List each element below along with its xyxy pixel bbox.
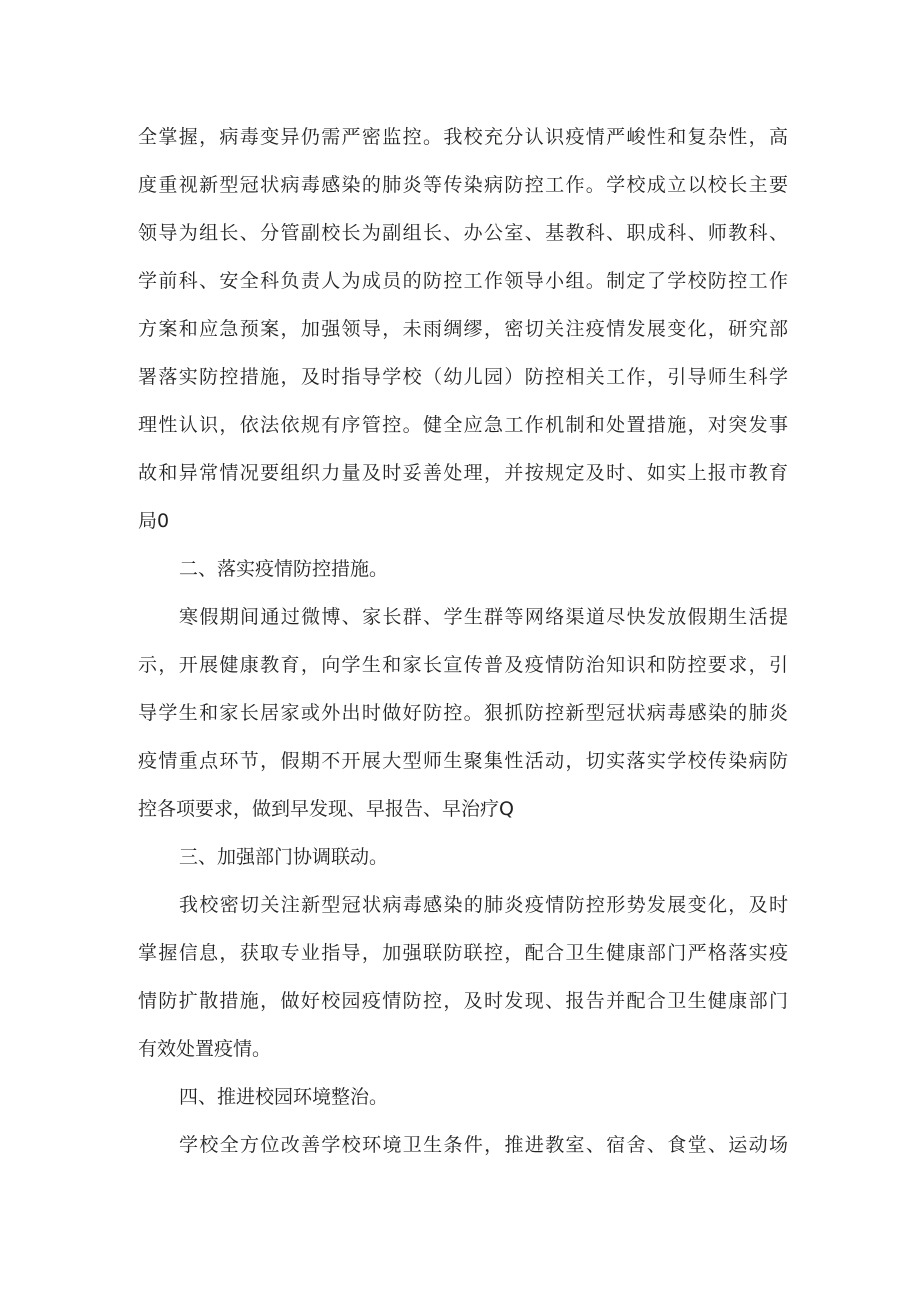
text-line: 局0	[138, 510, 170, 532]
text-line: 掌握信息，获取专业指导，加强联防联控，配合卫生健康部门严格落实疫	[138, 942, 788, 964]
section-heading	[138, 1073, 788, 1121]
text-line: 有效处置疫情。	[138, 1038, 272, 1060]
text-line: 学校全方位改善学校环境卫生条件，推进教室、宿舍、食堂、运动场	[179, 1134, 788, 1156]
text-line: 疫情重点环节，假期不开展大型师生聚集性活动，切实落实学校传染病防	[138, 750, 788, 772]
text-line: 全掌握，病毒变异仍需严密监控。我校充分认识疫情严峻性和复杂性，高	[138, 126, 788, 148]
section-heading	[138, 833, 788, 881]
text-line: 方案和应急预案，加强领导，未雨绸缪，密切关注疫情发展变化，研究部	[138, 318, 788, 340]
text-line: 控各项要求，做到早发现、早报告、早治疗Q	[138, 798, 514, 820]
heading-line: 三、加强部门协调联动。	[179, 846, 389, 868]
paragraph	[138, 881, 788, 1073]
text-line: 示，开展健康教育，向学生和家长宣传普及疫情防治知识和防控要求，引	[138, 654, 788, 676]
paragraph	[138, 593, 788, 833]
text-line: 署落实防控措施，及时指导学校（幼儿园）防控相关工作，引导师生科学	[138, 366, 788, 388]
text-line: 故和异常情况要组织力量及时妥善处理，并按规定及时、如实上报市教育	[138, 462, 788, 484]
paragraph	[138, 1121, 788, 1169]
text-line: 学前科、安全科负责人为成员的防控工作领导小组。制定了学校防控工作	[138, 270, 788, 292]
paragraph	[138, 113, 788, 545]
text-line: 导学生和家长居家或外出时做好防控。狠抓防控新型冠状病毒感染的肺炎	[138, 702, 788, 724]
text-line: 领导为组长、分管副校长为副组长、办公室、基教科、职成科、师教科、	[138, 222, 788, 244]
heading-line: 四、推进校园环境整治。	[179, 1086, 389, 1108]
document-body	[138, 113, 788, 1169]
text-line: 情防扩散措施，做好校园疫情防控，及时发现、报告并配合卫生健康部门	[138, 990, 788, 1012]
text-line: 寒假期间通过微博、家长群、学生群等网络渠道尽快发放假期生活提	[179, 606, 788, 628]
heading-line: 二、落实疫情防控措施。	[179, 558, 389, 580]
section-heading	[138, 545, 788, 593]
text-line: 理性认识，依法依规有序管控。健全应急工作机制和处置措施，对突发事	[138, 414, 788, 436]
text-line: 我校密切关注新型冠状病毒感染的肺炎疫情防控形势发展变化，及时	[179, 894, 788, 916]
text-line: 度重视新型冠状病毒感染的肺炎等传染病防控工作。学校成立以校长主要	[138, 174, 788, 196]
